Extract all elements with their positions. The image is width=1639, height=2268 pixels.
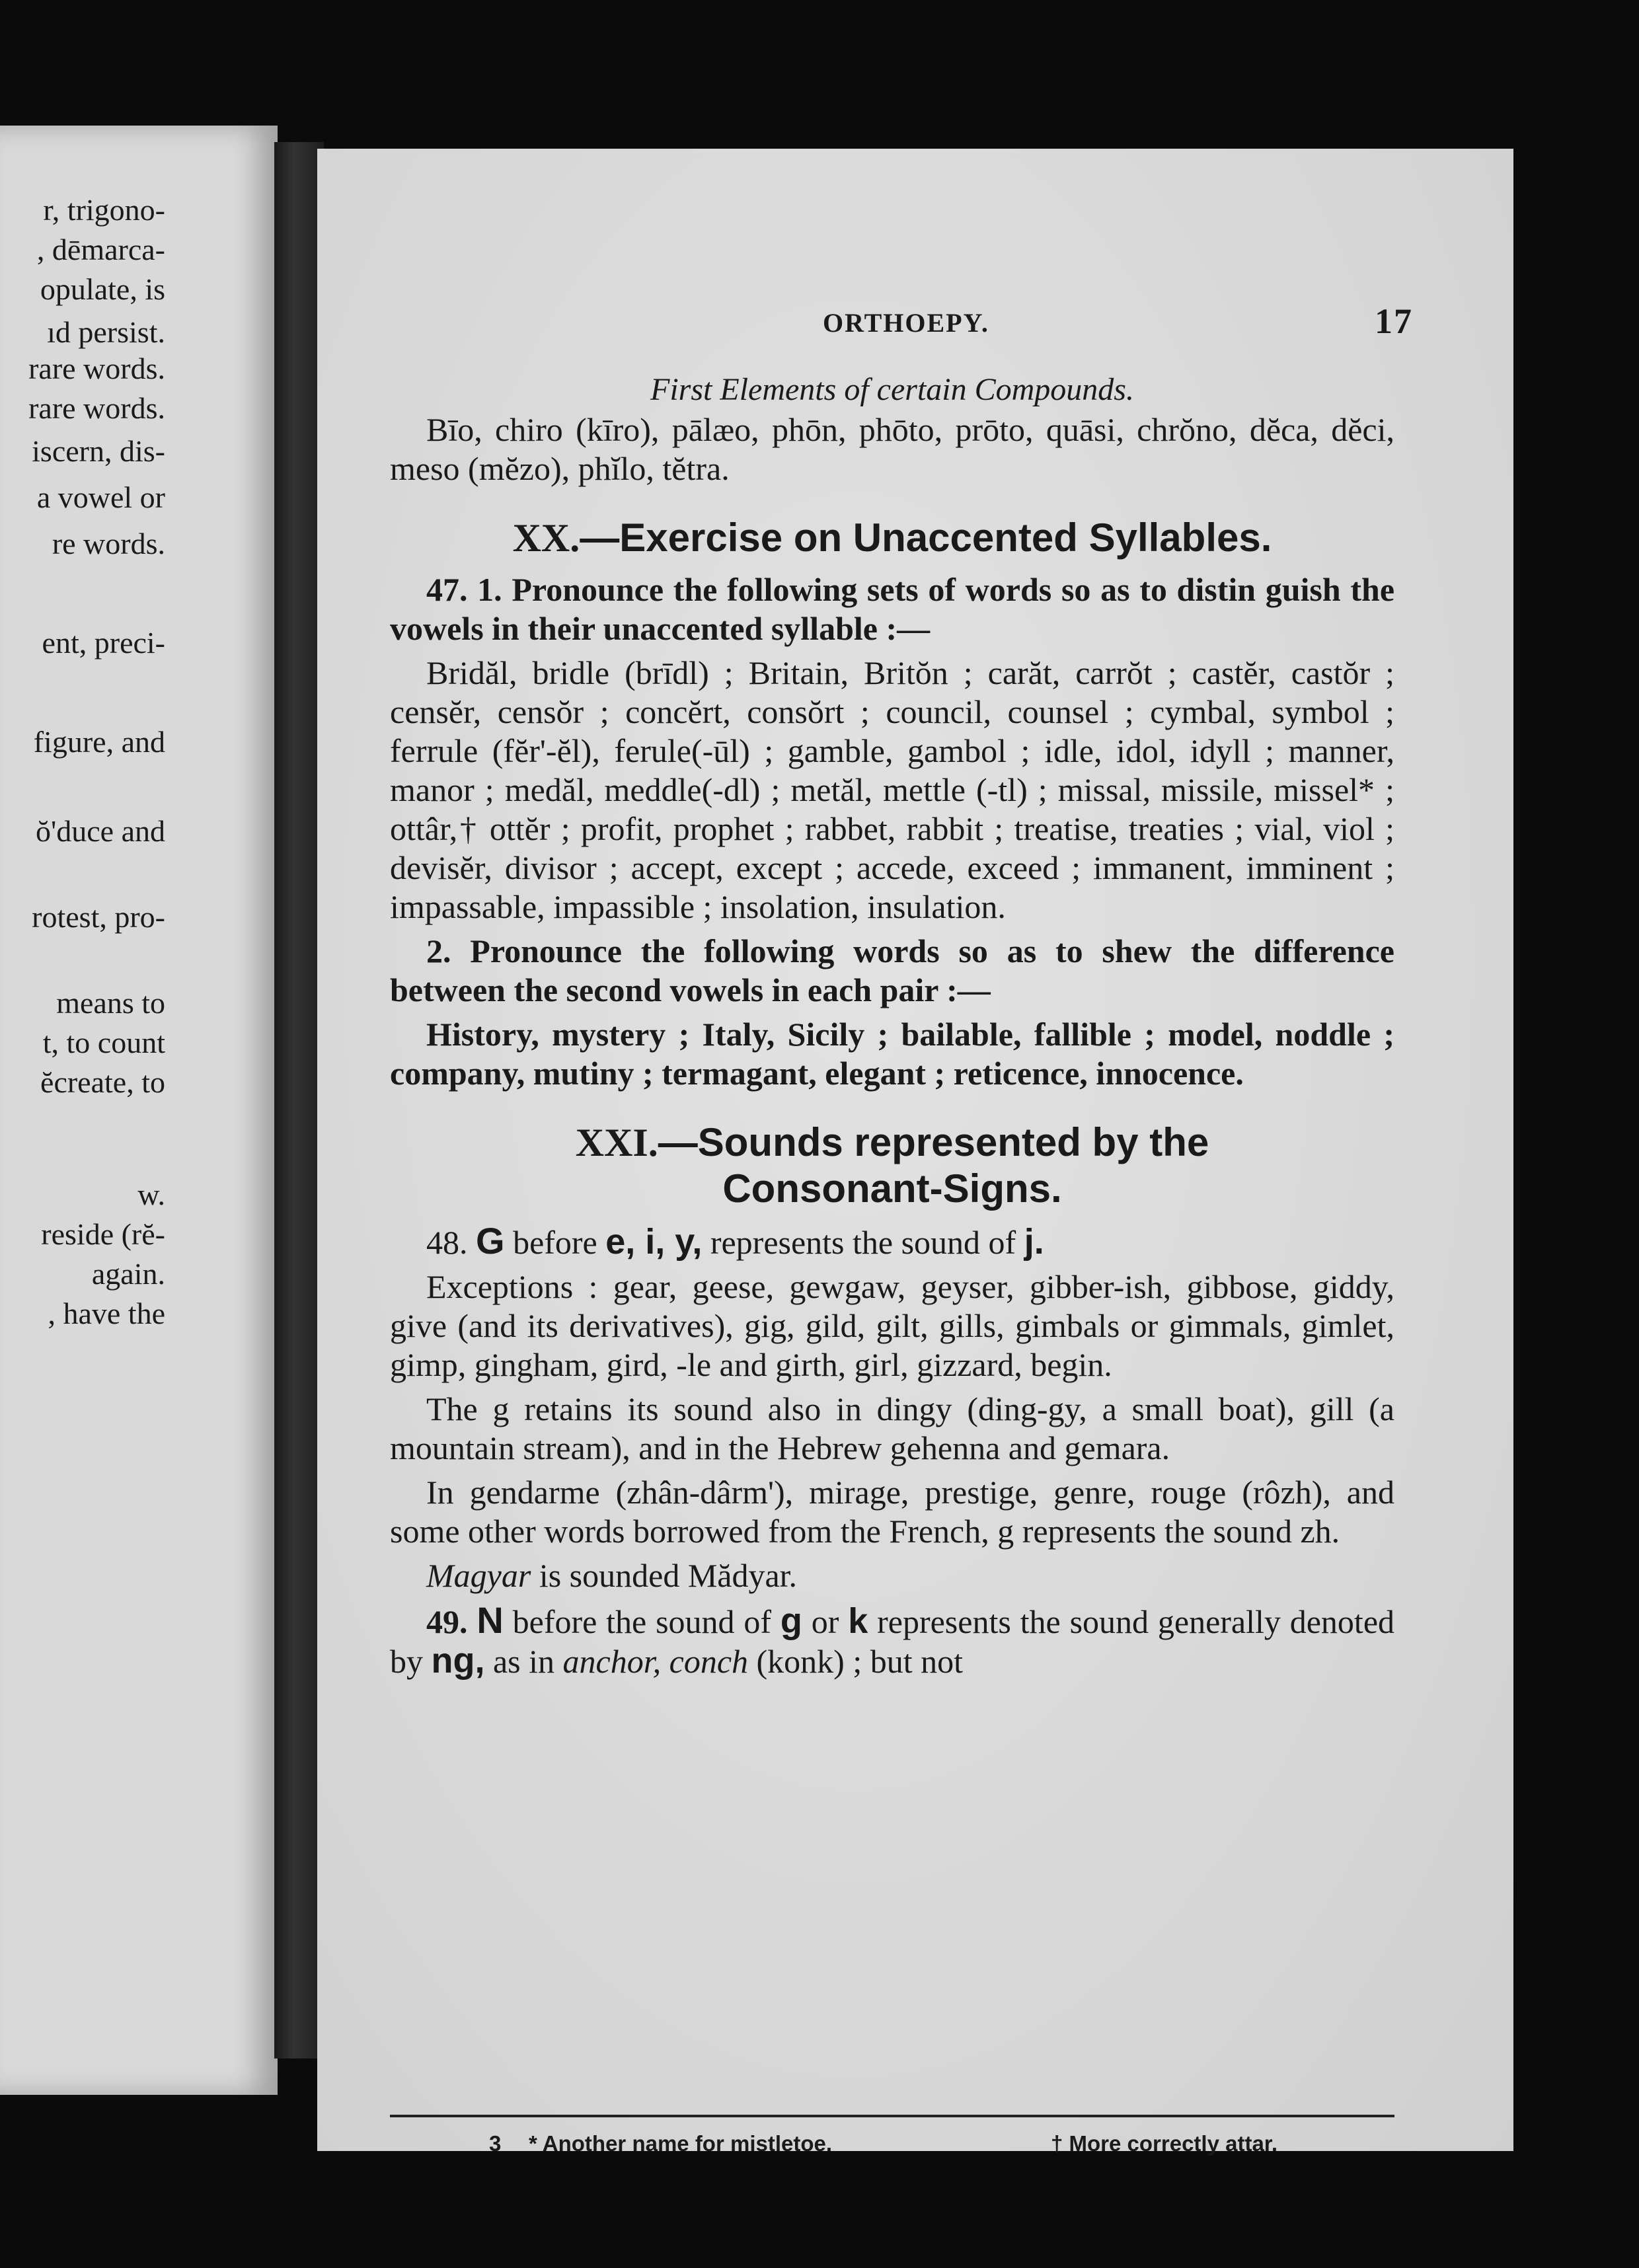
prev-line: t, to count	[42, 1026, 165, 1059]
prev-line: ĕcreate, to	[40, 1065, 165, 1099]
paragraph-47-2-text: Pronounce the following words so as to shew the difference between the second vowels in each pair :—	[390, 932, 1395, 1008]
prev-line: a vowel or	[36, 480, 165, 514]
paragraph-48-number: 48.	[426, 1224, 468, 1261]
paragraph-47	[390, 570, 1394, 648]
paragraph-47-words: Bridăl, bridle (brīdl) ; Britain, Britŏn ; carăt, carrŏt ; castĕr, castŏr ; censĕr, censŏr ; concĕrt, consŏrt ; council, counsel ; cymbal, symbol ; ferrule (fĕr'-ĕl), ferule(-ūl) ; gamble, gambol ; idle, idol, idyll ; manner, manor ; medăl, meddle(-dl) ; metăl, mettle (-tl) ; missal, missile, missel* ; ottâr,† ottĕr ; profit, prophet ; rabbet, rabbit ; treatise, treaties ; vial, viol ; devisĕr, divisor ; accept, except ; accede, exceed ; immanent, imminent ; impassable, impassible ; insolation, insulation.	[390, 654, 1394, 925]
footnote-2: † More correctly attar.	[1051, 2131, 1277, 2156]
paragraph-49-b: represents the sound generally denoted by	[390, 1603, 1395, 1680]
prev-line: opulate, is	[40, 272, 165, 306]
section-xx-heading: —Exercise on Unaccented Syllables.	[580, 515, 1272, 560]
paragraph-47-2	[390, 932, 1394, 1010]
section-xxi-heading-line2: Consonant-Signs.	[722, 1166, 1062, 1211]
printer-signature: 3	[489, 2131, 502, 2156]
section-xxi-number: XXI.	[575, 1121, 658, 1164]
paragraph-49-ng: ng,	[431, 1641, 485, 1681]
prev-line: rare words.	[28, 391, 165, 425]
paragraph-49-g: g	[780, 1601, 802, 1641]
section-xx-number: XX.	[512, 516, 580, 560]
running-head-title: ORTHOEPY.	[823, 308, 989, 338]
paragraph-49-or: or	[811, 1603, 839, 1640]
section-xxi-title	[390, 1119, 1394, 1212]
paragraph-49-number: 49.	[426, 1603, 468, 1640]
section-xx-title	[390, 515, 1394, 561]
paragraph-49-a: before the sound of	[512, 1603, 772, 1640]
footnote-1: * Another name for mistletoe.	[529, 2131, 833, 2156]
paragraph-48-letter: G	[476, 1220, 505, 1262]
paragraph-49-k: k	[848, 1601, 868, 1641]
magyar-word: Magyar	[426, 1557, 531, 1594]
paragraph-47-number: 47. 1.	[426, 571, 502, 608]
prev-line: ŏ'duce and	[35, 814, 165, 848]
footnote-rule	[390, 2115, 1394, 2117]
paragraph-47-2-words: History, mystery ; Italy, Sicily ; bailable, fallible ; model, noddle ; company, mutiny ; termagant, elegant ; reticence, innocence.	[390, 1016, 1394, 1092]
prev-line: re words.	[52, 527, 165, 560]
paragraph-49	[390, 1601, 1394, 1681]
prev-line: ıd persist.	[47, 315, 165, 349]
prev-line: figure, and	[33, 725, 165, 759]
paragraph-48	[390, 1221, 1394, 1262]
page	[317, 149, 1513, 2156]
paragraph-49-letter: N	[476, 1599, 504, 1641]
prev-line: rare words.	[28, 352, 165, 385]
exceptions-paragraph: Exceptions : gear, geese, gewgaw, geyser, gibber-ish, gibbose, giddy, give (and its derivatives), gig, gild, gilt, gills, gimbals or gimmals, gimlet, gimp, gingham, gird, -le and girth, girl, gizzard, begin.	[390, 1268, 1394, 1383]
prev-line: ent, preci-	[42, 626, 165, 660]
paragraph-48-vowels: e, i, y,	[605, 1222, 703, 1262]
page-number: 17	[1375, 301, 1413, 341]
prev-line: w.	[137, 1178, 165, 1211]
g-retains-paragraph: The g retains its sound also in dingy (ding-gy, a small boat), gill (a mountain stream), and in the Hebrew gehenna and gemara.	[390, 1390, 1394, 1466]
book-gutter	[274, 142, 324, 2059]
prev-line: iscern, dis-	[32, 434, 165, 468]
gendarme-paragraph: In gendarme (zhân-dârm'), mirage, prestige, genre, rouge (rôzh), and some other words borrowed from the French, g represents the sound zh.	[390, 1474, 1394, 1550]
first-elements-text: Bīo, chiro (kīro), pālæo, phōn, phōto, prōto, quāsi, chrŏno, dĕca, dĕci, meso (mĕzo), phĭlo, tĕtra.	[390, 411, 1394, 487]
paragraph-49-d: (konk) ; but not	[756, 1643, 964, 1680]
page-content	[390, 370, 1394, 1686]
previous-page	[0, 126, 278, 2095]
first-elements-heading: First Elements of certain Compounds.	[650, 372, 1134, 407]
prev-line: means to	[56, 986, 165, 1020]
prev-line: reside (rĕ-	[41, 1217, 165, 1251]
prev-line: rotest, pro-	[32, 900, 165, 934]
section-xxi-heading-line1: —Sounds represented by the	[658, 1120, 1209, 1164]
prev-line: , have the	[48, 1297, 165, 1330]
paragraph-48-sound: j.	[1024, 1222, 1044, 1262]
prev-line: , dēmarca-	[36, 233, 165, 266]
prev-line: again.	[91, 1257, 165, 1291]
paragraph-49-c: as in	[492, 1643, 555, 1680]
paragraph-48-end: represents the sound of	[710, 1224, 1016, 1261]
magyar-rest: is sounded Mădyar.	[539, 1557, 798, 1594]
paragraph-48-mid: before	[513, 1224, 597, 1261]
paragraph-49-anchor: anchor, conch	[562, 1643, 749, 1680]
paragraph-47-2-number: 2.	[426, 932, 451, 969]
paragraph-47-text: Pronounce the following sets of words so as to distin guish the vowels in their unaccented syllable :—	[390, 571, 1395, 647]
magyar-paragraph	[390, 1556, 1394, 1595]
prev-line: r, trigono-	[43, 193, 165, 227]
